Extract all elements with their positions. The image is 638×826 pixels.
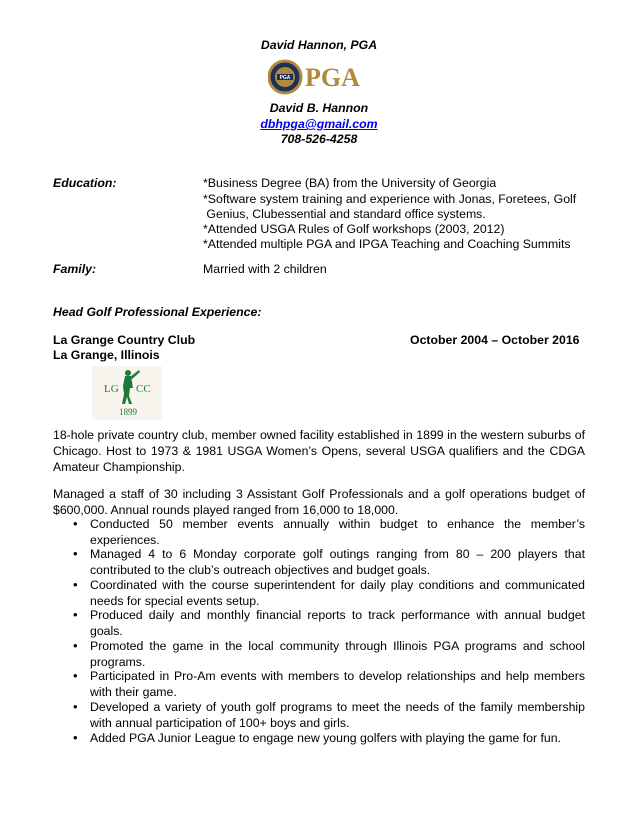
list-item: • Participated in Pro-Am events with members to develop relationships and help members with their game. xyxy=(73,668,585,699)
bullet-icon: • xyxy=(73,516,78,531)
club-logo xyxy=(92,366,162,420)
document-title: David Hannon, PGA xyxy=(260,38,378,52)
svg-text:PGA: PGA xyxy=(279,75,291,81)
pga-logo xyxy=(268,58,388,98)
experience-heading: Head Golf Professional Experience: xyxy=(53,305,262,319)
bullet-icon: • xyxy=(73,699,78,714)
list-item: • Coordinated with the course superintendent for daily play conditions and communicated needs for special events setup. xyxy=(73,577,585,608)
club-name: La Grange Country Club xyxy=(53,333,196,347)
club-description: 18-hole private country club, member owned facility established in 1899 in the western suburbs of Chicago. Host to 1973 & 1981 USGA Women’s Opens, several USGA qualifiers and the CDGA Amateur Championship. xyxy=(53,428,585,474)
club-location: La Grange, Illinois xyxy=(53,348,160,362)
bullet-icon: • xyxy=(73,668,78,683)
family-label: Family: xyxy=(53,262,97,276)
pga-logo-text: PGA xyxy=(305,63,360,92)
full-name: David B. Hannon xyxy=(269,101,369,115)
employment-dates: October 2004 – October 2016 xyxy=(410,333,580,347)
bullet-icon: • xyxy=(73,577,78,592)
list-item: • Developed a variety of youth golf programs to meet the needs of the family membership with annual participation of 100+ boys and girls. xyxy=(73,699,585,730)
club-logo-left: LG xyxy=(104,383,119,395)
email-link[interactable]: dbhpga@gmail.com xyxy=(260,117,378,131)
phone-number: 708-526-4258 xyxy=(280,132,358,146)
education-label: Education: xyxy=(53,176,117,190)
education-line: *Business Degree (BA) from the University of Georgia xyxy=(203,176,497,190)
list-item: • Managed 4 to 6 Monday corporate golf outings ranging from 80 – 200 players that contributed to the club’s outreach objectives and budget goals. xyxy=(73,546,585,577)
education-line: *Attended multiple PGA and IPGA Teaching and Coaching Summits xyxy=(203,237,571,251)
education-line: Genius, Clubessential and standard office systems. xyxy=(203,207,486,221)
list-item: • Conducted 50 member events annually within budget to enhance the member’s experiences. xyxy=(73,516,585,547)
list-item: • Produced daily and monthly financial reports to track performance with annual budget goals. xyxy=(73,607,585,638)
club-logo-right: CC xyxy=(136,383,151,395)
list-item: • Promoted the game in the local community through Illinois PGA programs and school programs. xyxy=(73,638,585,669)
bullet-icon: • xyxy=(73,638,78,653)
list-item: • Added PGA Junior League to engage new young golfers with playing the game for fun. xyxy=(73,730,562,745)
experience-summary: Managed a staff of 30 including 3 Assistant Golf Professionals and a golf operations budget of $600,000. Annual rounds played ranged from 16,000 to 18,000. xyxy=(53,487,585,517)
bullet-icon: • xyxy=(73,607,78,622)
bullet-icon: • xyxy=(73,546,78,561)
education-line: *Attended USGA Rules of Golf workshops (2003, 2012) xyxy=(203,222,505,236)
bullet-icon: • xyxy=(73,730,78,745)
club-logo-year: 1899 xyxy=(119,407,137,417)
education-line: *Software system training and experience with Jonas, Foretees, Golf xyxy=(203,192,577,206)
family-value: Married with 2 children xyxy=(203,262,327,276)
